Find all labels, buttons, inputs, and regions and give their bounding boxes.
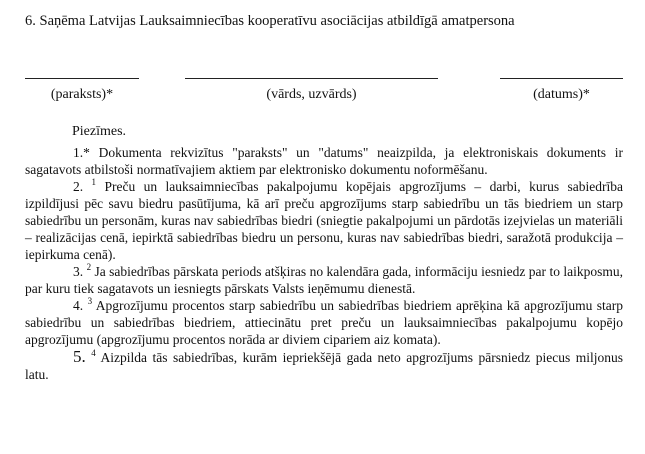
note-number: 4. bbox=[73, 298, 84, 313]
note-number: 1. bbox=[73, 145, 84, 160]
note-text: Dokumenta rekvizītus "paraksts" un "datums" neaizpilda, ja elektroniskais dokuments ir sagatavots atbilstoši normatīvajiem aktiem par elektronisko dokumentu noformēšanu. bbox=[25, 145, 623, 177]
note-1 bbox=[25, 144, 623, 178]
note-text: Ja sabiedrības pārskata periods atšķiras no kalendāra gada, informāciju iesniedz par to laikposmu, par kuru tiek sagatavots un iesniegts pārskats Valsts ieņēmumu dienestā. bbox=[25, 264, 624, 296]
date-line bbox=[500, 78, 623, 79]
date-label: (datums)* bbox=[533, 87, 590, 102]
section-heading: 6. Saņēma Latvijas Lauksaimniecības kooperatīvu asociācijas atbildīgā amatpersona bbox=[25, 13, 515, 29]
footnote-marker: 4 bbox=[91, 348, 96, 358]
note-asterisk: * bbox=[83, 145, 90, 160]
note-number: 3. bbox=[73, 264, 84, 279]
notes-list bbox=[25, 144, 623, 383]
footnote-marker: 3 bbox=[87, 296, 93, 306]
notes-title: Piezīmes. bbox=[72, 124, 127, 139]
note-3 bbox=[25, 263, 623, 297]
signature-line bbox=[25, 78, 139, 79]
name-label: (vārds, uzvārds) bbox=[266, 87, 357, 102]
note-text: Apgrozījumu procentos starp sabiedrību un sabiedrības biedriem aprēķina kā apgrozījumu starp sabiedrību un sabiedrības biedriem, attiecinātu pret preču un lauksaimniecības pakalpojumu kopējo apgrozījumu (apgrozījumu procentos norāda ar diviem cipariem aiz komata). bbox=[25, 298, 624, 347]
footnote-marker: 2 bbox=[86, 262, 92, 272]
note-text: Aizpilda tās sabiedrības, kurām iepriekšējā gada neto apgrozījums pārsniedz piecus miljonus latu. bbox=[25, 350, 624, 382]
note-text: Preču un lauksaimniecības pakalpojumu kopējais apgrozījums – darbi, kurus sabiedrība izpildījusi pēc savu biedru pasūtījuma, kā arī preču apgrozījums starp sabiedrību un tās biedriem un starp sabiedrību un personām, kuras nav sabiedrības biedri (sniegtie pakalpojumi un pārdotās izejvielas un materiāli – realizācijas cenā, iepirktā sabiedrības biedru un personu, kuras nav sabiedrības biedri, saražotā produkcija – iepirkuma cenā). bbox=[25, 179, 623, 262]
note-number: 5. bbox=[73, 347, 86, 366]
note-5 bbox=[25, 348, 623, 383]
footnote-marker: 1 bbox=[91, 177, 97, 187]
note-2 bbox=[25, 178, 623, 263]
note-4 bbox=[25, 297, 623, 348]
note-number: 2. bbox=[73, 179, 84, 194]
name-line bbox=[185, 78, 438, 79]
signature-label: (paraksts)* bbox=[50, 87, 114, 102]
